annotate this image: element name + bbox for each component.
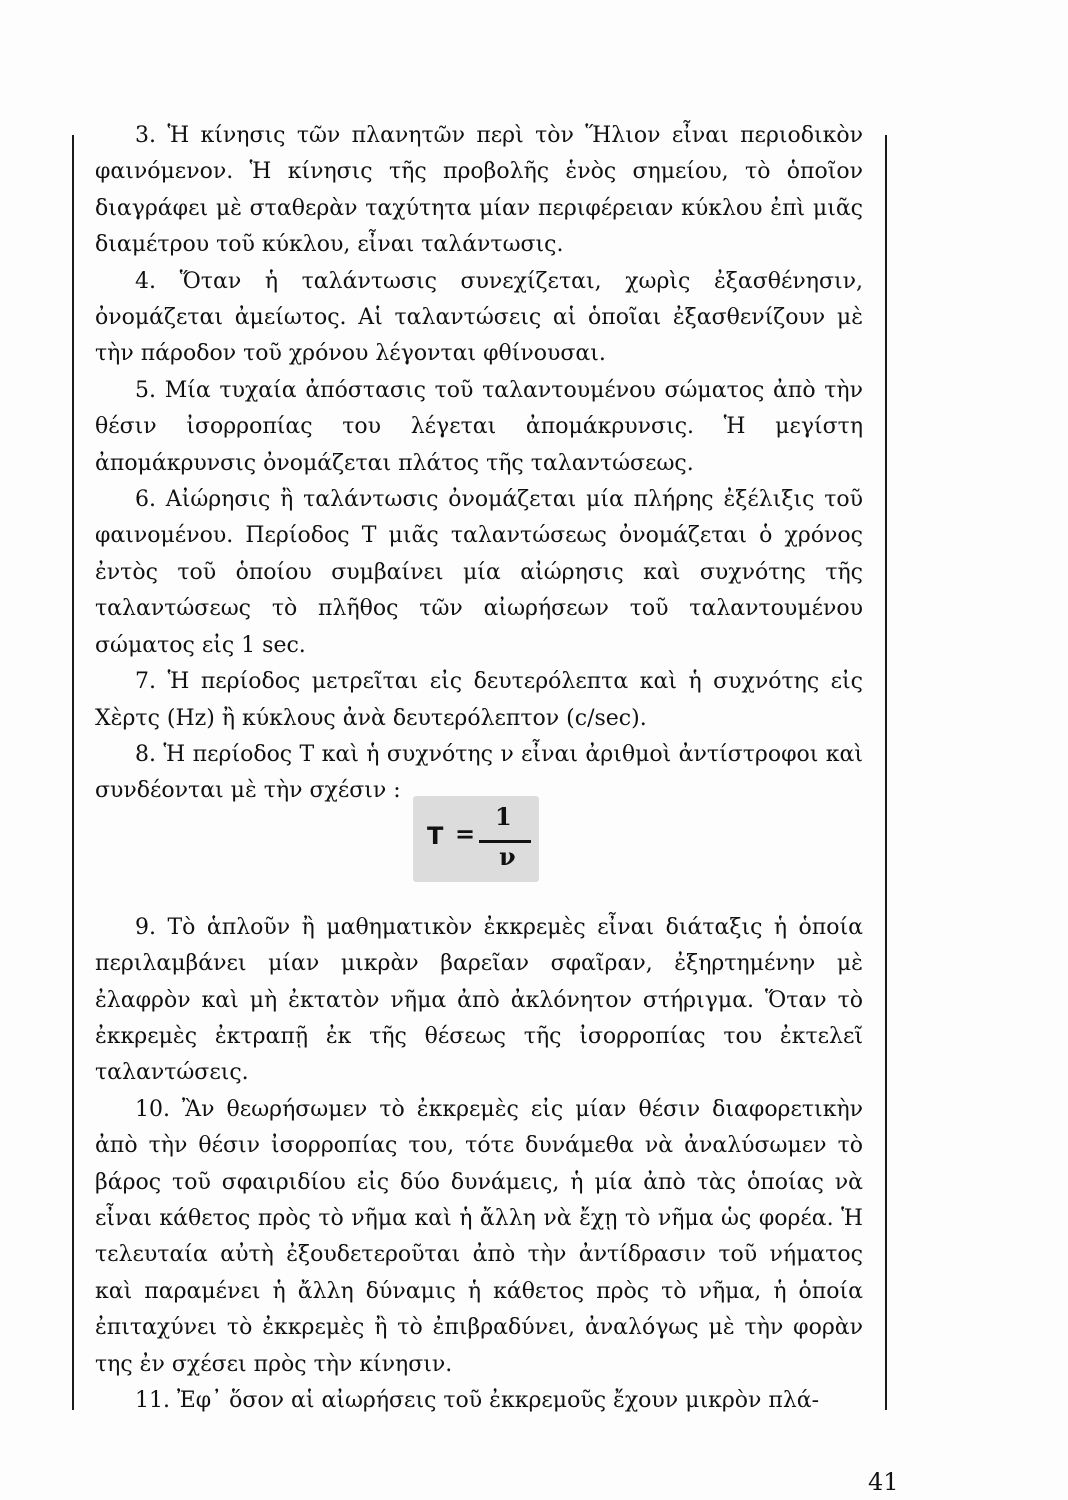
formula-denominator: ν <box>499 842 516 871</box>
paragraph-8: 8. Ἡ περίοδος T καὶ ἡ συχνότης ν εἶναι ἀριθμοὶ ἀντίστροφοι καὶ συνδέονται μὲ τὴν σχέσιν : <box>95 741 863 804</box>
formula-box <box>413 796 539 882</box>
formula-lhs: T <box>427 822 444 850</box>
right-margin-rule <box>885 135 887 1410</box>
paragraph-6: 6. Αἰώρησις ἢ ταλάντωσις ὀνομάζεται μία πλήρης ἐξέλιξις τοῦ φαινομένου. Περίοδος T μιᾶς ταλαντώσεως ὀνομάζεται ὁ χρόνος ἐντὸς τοῦ ὁποίου συμβαίνει μία αἰώρησις καὶ συχνότης τῆς ταλαντώσεως τὸ πλῆθος τῶν αἰωρήσεων τοῦ ταλαντουμένου σώματος εἰς 1 sec. <box>95 487 863 658</box>
paragraph-9: 9. Τὸ ἁπλοῦν ἢ μαθηματικὸν ἐκκρεμὲς εἶναι διάταξις ἡ ὁποία περιλαμβάνει μίαν μικρὰν βαρεῖαν σφαῖραν, ἐξηρτημένην μὲ ἐλαφρὸν καὶ μὴ ἐκτατὸν νῆμα ἀπὸ ἀκλόνητον στήριγμα. Ὅταν τὸ ἐκκρεμὲς ἐκτραπῇ ἐκ τῆς θέσεως τῆς ἰσορροπίας του ἐκτελεῖ ταλαντώσεις. <box>95 914 863 1086</box>
left-margin-rule <box>72 135 74 1410</box>
paragraph-5: 5. Μία τυχαία ἀπόστασις τοῦ ταλαντουμένου σώματος ἀπὸ τὴν θέσιν ἰσορροπίας του λέγεται ἀπομάκρυνσις. Ἡ μεγίστη ἀπομάκρυνσις ὀνομάζεται πλάτος τῆς ταλαντώσεως. <box>95 377 863 476</box>
paragraph-11: 11. Ἐφ᾽ ὅσον αἱ αἰωρήσεις τοῦ ἐκκρεμοῦς ἔχουν μικρὸν πλά- <box>135 1388 820 1413</box>
page-number: 41 <box>868 1468 899 1496</box>
formula-numerator: 1 <box>495 802 512 831</box>
period-frequency-formula <box>413 796 539 882</box>
paragraph-7: 7. Ἡ περίοδος μετρεῖται εἰς δευτερόλεπτα καὶ ἡ συχνότης εἰς Χὲρτς (Hz) ἢ κύκλους ἀνὰ δευτερόλεπτον (c/sec). <box>95 669 863 731</box>
paragraph-3: 3. Ἡ κίνησις τῶν πλανητῶν περὶ τὸν Ἥλιον εἶναι περιοδικὸν φαινόμενον. Ἡ κίνησις τῆς προβολῆς ἑνὸς σημείου, τὸ ὁποῖον διαγράφει μὲ σταθερὰν ταχύτητα μίαν περιφέρειαν κύκλου ἐπὶ μιᾶς διαμέτρου τοῦ κύκλου, εἶναι ταλάντωσις. <box>95 123 863 258</box>
text-body <box>95 118 863 1419</box>
formula-equals: = <box>455 820 476 848</box>
paragraph-10: 10. Ἂν θεωρήσωμεν τὸ ἐκκρεμὲς εἰς μίαν θέσιν διαφορετικὴν ἀπὸ τὴν θέσιν ἰσορροπίας του, τότε δυνάμεθα νὰ ἀναλύσωμεν τὸ βάρος τοῦ σφαιριδίου εἰς δύο δυνάμεις, ἡ μία ἀπὸ τὰς ὁποίας νὰ εἶναι κάθετος πρὸς τὸ νῆμα καὶ ἡ ἄλλη νὰ ἔχῃ τὸ νῆμα ὡς φορέα. Ἡ τελευταία αὐτὴ ἐξουδετεροῦται ἀπὸ τὴν ἀντίδρασιν τοῦ νήματος καὶ παραμένει ἡ ἄλλη δύναμις ἡ κάθετος πρὸς τὸ νῆμα, ἡ ὁποία ἐπιταχύνει τὸ ἐκκρεμὲς ἢ τὸ ἐπιβραδύνει, ἀναλόγως μὲ τὴν φορὰν της ἐν σχέσει πρὸς τὴν κίνησιν. <box>95 1096 863 1377</box>
paragraph-4: 4. Ὅταν ἡ ταλάντωσις συνεχίζεται, χωρὶς ἐξασθένησιν, ὀνομάζεται ἀμείωτος. Αἱ ταλαντώσεις αἱ ὁποῖαι ἐξασθενίζουν μὲ τὴν πάροδον τοῦ χρόνου λέγονται φθίνουσαι. <box>95 268 863 367</box>
